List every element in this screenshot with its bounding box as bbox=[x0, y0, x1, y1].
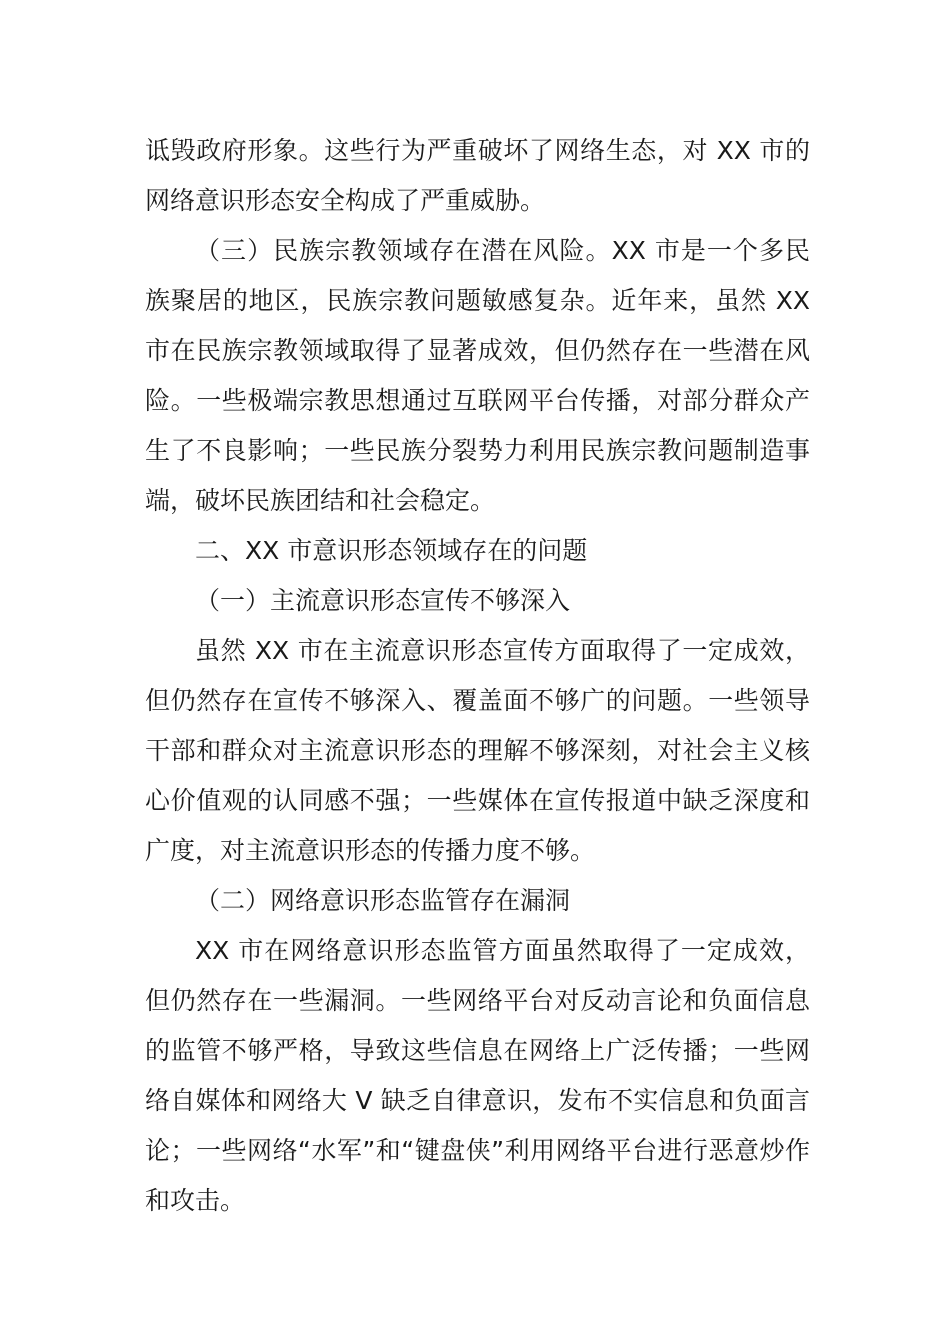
paragraph-continuation: 诋毁政府形象。这些行为严重破坏了网络生态，对 XX 市的网络意识形态安全构成了严重威胁。 bbox=[145, 136, 810, 215]
section-heading-problems: 二、XX 市意识形态领域存在的问题 bbox=[195, 536, 588, 565]
subheading-network-supervision: （二）网络意识形态监管存在漏洞 bbox=[195, 886, 571, 915]
document-body bbox=[145, 126, 810, 1226]
subheading-mainstream-propaganda: （一）主流意识形态宣传不够深入 bbox=[195, 586, 571, 615]
paragraph-mainstream-propaganda: 虽然 XX 市在主流意识形态宣传方面取得了一定成效，但仍然存在宣传不够深入、覆盖面不够广的问题。一些领导干部和群众对主流意识形态的理解不够深刻，对社会主义核心价值观的认同感不强；一些媒体在宣传报道中缺乏深度和广度，对主流意识形态的传播力度不够。 bbox=[145, 636, 810, 865]
paragraph-network-supervision: XX 市在网络意识形态监管方面虽然取得了一定成效，但仍然存在一些漏洞。一些网络平台对反动言论和负面信息的监管不够严格，导致这些信息在网络上广泛传播；一些网络自媒体和网络大 V 缺乏自律意识，发布不实信息和负面言论；一些网络“水军”和“键盘侠”利用网络平台进行恶意炒作和攻击。 bbox=[145, 936, 810, 1215]
paragraph-ethnic-religious-risk: （三）民族宗教领域存在潜在风险。XX 市是一个多民族聚居的地区，民族宗教问题敏感复杂。近年来，虽然 XX 市在民族宗教领域取得了显著成效，但仍然存在一些潜在风险。一些极端宗教思想通过互联网平台传播，对部分群众产生了不良影响；一些民族分裂势力利用民族宗教问题制造事端，破坏民族团结和社会稳定。 bbox=[145, 236, 810, 515]
